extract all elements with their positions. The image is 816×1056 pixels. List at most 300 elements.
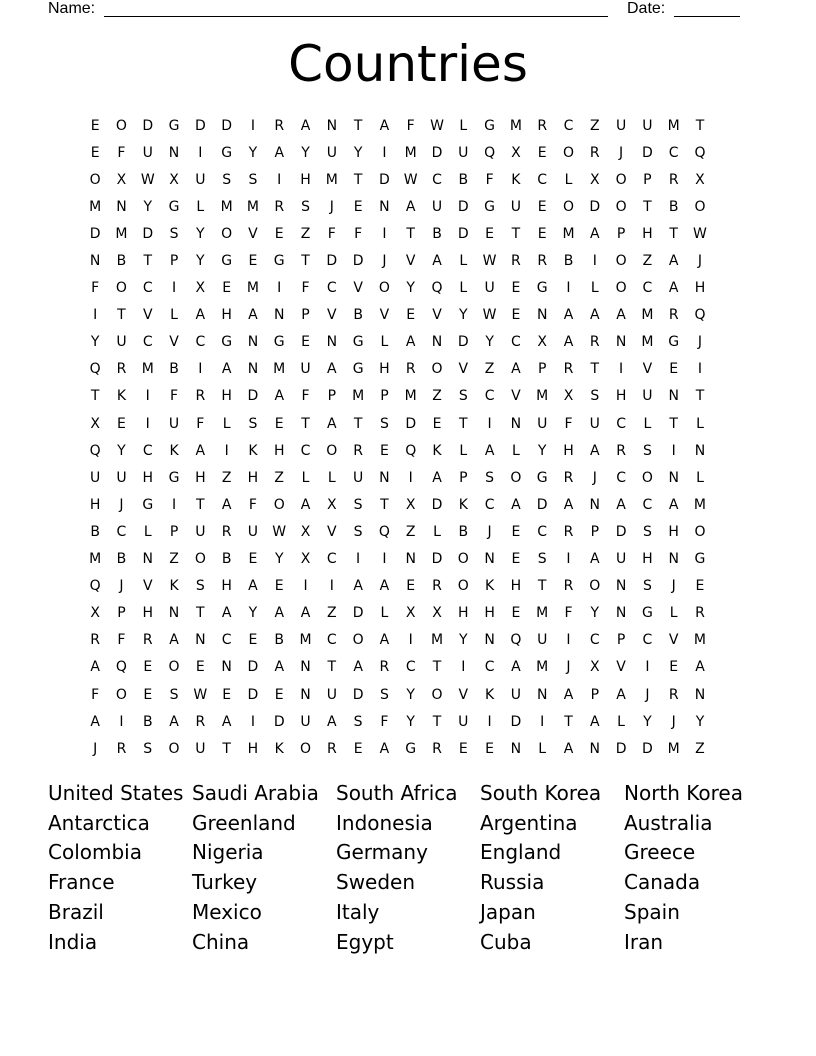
grid-letter: U bbox=[458, 144, 469, 161]
grid-letter: N bbox=[431, 334, 443, 351]
grid-letter: X bbox=[327, 496, 337, 513]
grid-letter: R bbox=[116, 361, 127, 378]
word-list-item: Cuba bbox=[480, 929, 532, 954]
grid-letter: O bbox=[589, 578, 601, 595]
grid-letter: C bbox=[616, 469, 626, 486]
grid-letter: A bbox=[353, 578, 363, 595]
grid-letter: Y bbox=[590, 605, 600, 622]
date-blank-line bbox=[674, 16, 740, 17]
grid-letter: C bbox=[511, 334, 521, 351]
grid-letter: A bbox=[221, 361, 232, 378]
grid-letter: S bbox=[537, 551, 547, 568]
grid-letter: R bbox=[563, 578, 574, 595]
grid-letter: I bbox=[198, 144, 203, 161]
grid-letter: H bbox=[273, 442, 285, 459]
word-list-item: Greece bbox=[624, 840, 696, 865]
grid-letter: E bbox=[143, 659, 153, 676]
grid-letter: I bbox=[487, 713, 492, 730]
word-list-item: Germany bbox=[336, 840, 428, 865]
grid-letter: B bbox=[90, 523, 100, 540]
grid-letter: U bbox=[116, 469, 127, 486]
word-list-item: Australia bbox=[624, 810, 713, 835]
grid-letter: Q bbox=[694, 307, 706, 324]
grid-letter: A bbox=[563, 307, 574, 324]
grid-letter: T bbox=[590, 361, 600, 378]
word-list-item: Canada bbox=[624, 870, 701, 895]
grid-letter: P bbox=[590, 523, 600, 540]
grid-letter: K bbox=[169, 442, 179, 459]
grid-letter: N bbox=[142, 551, 153, 568]
grid-letter: L bbox=[459, 117, 468, 134]
grid-letter: M bbox=[246, 280, 259, 297]
grid-letter: R bbox=[668, 307, 679, 324]
grid-letter: U bbox=[168, 415, 180, 432]
grid-letter: B bbox=[274, 632, 285, 649]
grid-letter: U bbox=[326, 686, 337, 703]
grid-letter: A bbox=[274, 388, 285, 405]
grid-letter: Y bbox=[301, 144, 310, 161]
word-list-item: France bbox=[48, 870, 115, 895]
grid-letter: G bbox=[694, 551, 706, 568]
grid-letter: K bbox=[511, 171, 521, 188]
word-list-item: Saudi Arabia bbox=[192, 780, 319, 805]
grid-letter: H bbox=[563, 442, 574, 459]
grid-letter: T bbox=[564, 713, 573, 730]
grid-letter: M bbox=[641, 334, 654, 351]
grid-letter: T bbox=[643, 198, 652, 215]
word-list-item: Iran bbox=[624, 929, 664, 954]
grid-letter: Y bbox=[485, 334, 494, 351]
grid-letter: R bbox=[195, 713, 206, 730]
grid-letter: D bbox=[431, 496, 443, 513]
grid-letter: E bbox=[511, 307, 521, 324]
grid-letter: D bbox=[536, 496, 548, 513]
grid-letter: E bbox=[458, 740, 468, 757]
grid-letter: F bbox=[91, 686, 100, 703]
grid-letter: R bbox=[405, 361, 416, 378]
word-list-item: Egypt bbox=[336, 929, 394, 954]
grid-letter: A bbox=[511, 361, 521, 378]
grid-letter: D bbox=[641, 144, 653, 161]
word-list-item: Antarctica bbox=[48, 810, 150, 835]
grid-letter: V bbox=[432, 307, 442, 324]
grid-letter: G bbox=[273, 334, 285, 351]
grid-letter: S bbox=[458, 388, 468, 405]
grid-letter: S bbox=[353, 523, 363, 540]
grid-letter: U bbox=[484, 280, 495, 297]
grid-letter: B bbox=[169, 361, 179, 378]
grid-letter: H bbox=[142, 605, 153, 622]
grid-letter: Y bbox=[459, 632, 468, 649]
grid-letter: X bbox=[511, 144, 521, 161]
grid-letter: Y bbox=[117, 442, 126, 459]
grid-letter: D bbox=[326, 253, 338, 270]
grid-letter: N bbox=[536, 686, 548, 703]
grid-letter: T bbox=[117, 307, 126, 324]
grid-letter: O bbox=[221, 225, 233, 242]
grid-letter: A bbox=[300, 117, 311, 134]
grid-letter: U bbox=[642, 388, 653, 405]
grid-letter: O bbox=[615, 171, 627, 188]
grid-letter: L bbox=[433, 523, 441, 540]
grid-letter: R bbox=[616, 442, 626, 459]
grid-letter: L bbox=[511, 442, 520, 459]
grid-letter: D bbox=[352, 253, 364, 270]
grid-letter: T bbox=[353, 171, 363, 188]
grid-letter: U bbox=[537, 632, 548, 649]
grid-letter: M bbox=[299, 632, 312, 649]
grid-letter: U bbox=[300, 361, 311, 378]
grid-letter: A bbox=[327, 361, 337, 378]
grid-letter: I bbox=[145, 388, 150, 405]
grid-letter: A bbox=[195, 307, 206, 324]
grid-letter: E bbox=[90, 117, 100, 134]
grid-letter: E bbox=[274, 578, 284, 595]
grid-letter: E bbox=[511, 280, 521, 297]
grid-letter: R bbox=[432, 578, 442, 595]
grid-letter: E bbox=[406, 578, 416, 595]
grid-letter: J bbox=[671, 578, 676, 595]
grid-letter: F bbox=[117, 632, 126, 649]
grid-letter: D bbox=[89, 225, 101, 242]
grid-letter: L bbox=[301, 469, 310, 486]
grid-letter: V bbox=[142, 578, 153, 595]
grid-letter: F bbox=[564, 605, 573, 622]
grid-letter: O bbox=[273, 496, 285, 513]
grid-letter: I bbox=[566, 280, 571, 297]
grid-letter: L bbox=[696, 415, 704, 432]
grid-letter: H bbox=[642, 551, 653, 568]
grid-letter: U bbox=[458, 713, 469, 730]
grid-letter: O bbox=[562, 144, 574, 161]
grid-letter: I bbox=[224, 442, 229, 459]
grid-letter: R bbox=[142, 632, 153, 649]
grid-letter: R bbox=[668, 686, 679, 703]
grid-letter: P bbox=[380, 388, 389, 405]
grid-letter: T bbox=[196, 496, 205, 513]
grid-letter: B bbox=[116, 253, 127, 270]
grid-letter: J bbox=[382, 253, 387, 270]
grid-letter: D bbox=[352, 686, 364, 703]
grid-letter: Z bbox=[589, 117, 600, 134]
word-list-item: China bbox=[192, 929, 250, 954]
grid-letter: A bbox=[248, 307, 258, 324]
grid-letter: O bbox=[168, 740, 180, 757]
grid-letter: D bbox=[615, 523, 627, 540]
grid-letter: C bbox=[326, 280, 337, 297]
grid-letter: I bbox=[382, 225, 387, 242]
grid-letter: C bbox=[405, 659, 416, 676]
grid-letter: W bbox=[693, 225, 707, 242]
grid-letter: T bbox=[143, 253, 153, 270]
grid-letter: P bbox=[327, 388, 337, 405]
grid-letter: N bbox=[694, 442, 706, 459]
grid-letter: M bbox=[404, 388, 417, 405]
grid-letter: S bbox=[353, 713, 363, 730]
grid-letter: D bbox=[641, 740, 653, 757]
grid-letter: O bbox=[615, 253, 627, 270]
grid-letter: K bbox=[458, 496, 468, 513]
grid-letter: T bbox=[327, 659, 337, 676]
grid-letter: X bbox=[169, 171, 179, 188]
grid-letter: G bbox=[668, 334, 680, 351]
grid-letter: Q bbox=[405, 442, 417, 459]
grid-letter: N bbox=[326, 334, 338, 351]
grid-letter: T bbox=[380, 496, 389, 513]
grid-letter: C bbox=[484, 659, 495, 676]
grid-letter: H bbox=[247, 469, 259, 486]
grid-letter: C bbox=[642, 632, 653, 649]
grid-letter: R bbox=[116, 740, 127, 757]
grid-letter: P bbox=[117, 605, 126, 622]
grid-letter: S bbox=[590, 388, 600, 405]
grid-letter: A bbox=[590, 713, 600, 730]
grid-letter: I bbox=[171, 496, 177, 513]
grid-letter: A bbox=[274, 144, 285, 161]
grid-letter: Z bbox=[695, 740, 705, 757]
grid-letter: Z bbox=[300, 225, 311, 242]
grid-letter: O bbox=[168, 659, 180, 676]
grid-letter: A bbox=[590, 551, 600, 568]
grid-letter: A bbox=[432, 253, 442, 270]
grid-letter: U bbox=[615, 551, 627, 568]
grid-letter: M bbox=[115, 225, 128, 242]
word-list-item: Colombia bbox=[48, 840, 142, 865]
grid-letter: Y bbox=[406, 713, 415, 730]
grid-letter: D bbox=[405, 415, 417, 432]
grid-letter: E bbox=[432, 415, 442, 432]
grid-letter: B bbox=[563, 253, 574, 270]
grid-letter: A bbox=[327, 415, 337, 432]
grid-letter: G bbox=[168, 117, 180, 134]
grid-letter: F bbox=[117, 144, 126, 161]
grid-letter: A bbox=[590, 307, 600, 324]
word-list-item: Russia bbox=[480, 870, 545, 895]
name-label: Name: bbox=[48, 0, 96, 17]
grid-letter: G bbox=[142, 496, 154, 513]
grid-letter: P bbox=[537, 361, 547, 378]
grid-letter: N bbox=[195, 632, 206, 649]
grid-letter: I bbox=[303, 578, 308, 595]
grid-letter: G bbox=[536, 469, 548, 486]
grid-letter: I bbox=[645, 659, 650, 676]
grid-letter: G bbox=[484, 198, 496, 215]
grid-letter: T bbox=[353, 415, 363, 432]
grid-letter: I bbox=[461, 659, 466, 676]
grid-letter: D bbox=[194, 117, 206, 134]
grid-letter: A bbox=[511, 496, 521, 513]
grid-letter: A bbox=[484, 442, 495, 459]
grid-letter: T bbox=[90, 388, 100, 405]
grid-letter: C bbox=[484, 496, 495, 513]
grid-letter: G bbox=[405, 740, 417, 757]
grid-letter: O bbox=[115, 280, 127, 297]
grid-letter: J bbox=[592, 469, 597, 486]
grid-letter: E bbox=[695, 578, 705, 595]
grid-letter: F bbox=[301, 388, 310, 405]
grid-letter: V bbox=[458, 686, 469, 703]
grid-letter: N bbox=[247, 361, 259, 378]
grid-letter: V bbox=[327, 307, 337, 324]
grid-letter: Z bbox=[274, 469, 285, 486]
grid-letter: T bbox=[459, 415, 468, 432]
grid-letter: A bbox=[221, 713, 232, 730]
grid-letter: Q bbox=[510, 632, 522, 649]
grid-letter: L bbox=[222, 415, 231, 432]
grid-letter: C bbox=[616, 415, 626, 432]
grid-letter: F bbox=[564, 415, 573, 432]
grid-letter: X bbox=[90, 605, 100, 622]
grid-letter: E bbox=[222, 280, 232, 297]
grid-letter: U bbox=[247, 523, 259, 540]
grid-letter: E bbox=[222, 686, 232, 703]
grid-letter: L bbox=[143, 523, 152, 540]
grid-letter: D bbox=[510, 713, 522, 730]
grid-letter: Z bbox=[405, 523, 416, 540]
grid-letter: S bbox=[222, 171, 232, 188]
grid-letter: Y bbox=[143, 198, 153, 215]
grid-letter: A bbox=[563, 686, 574, 703]
grid-letter: C bbox=[537, 523, 548, 540]
word-list-item: South Korea bbox=[480, 780, 602, 805]
grid-letter: K bbox=[485, 686, 495, 703]
grid-letter: N bbox=[668, 388, 679, 405]
word-list-item: Indonesia bbox=[336, 810, 433, 835]
grid-letter: V bbox=[405, 253, 416, 270]
grid-letter: I bbox=[540, 713, 545, 730]
grid-letter: G bbox=[352, 361, 364, 378]
grid-letter: K bbox=[485, 578, 495, 595]
grid-letter: R bbox=[563, 469, 574, 486]
grid-letter: J bbox=[93, 740, 98, 757]
grid-letter: R bbox=[379, 659, 390, 676]
grid-letter: X bbox=[695, 171, 705, 188]
grid-letter: H bbox=[615, 388, 627, 405]
grid-letter: S bbox=[248, 415, 258, 432]
grid-letter: E bbox=[143, 686, 153, 703]
grid-letter: T bbox=[222, 740, 231, 757]
grid-letter: D bbox=[247, 686, 259, 703]
grid-letter: P bbox=[643, 171, 652, 188]
grid-letter: K bbox=[274, 740, 284, 757]
grid-letter: I bbox=[566, 632, 571, 649]
grid-letter: R bbox=[589, 334, 600, 351]
grid-letter: A bbox=[274, 605, 285, 622]
grid-letter: X bbox=[537, 334, 547, 351]
grid-letter: L bbox=[538, 740, 547, 757]
grid-letter: T bbox=[406, 225, 415, 242]
grid-letter: Q bbox=[89, 442, 101, 459]
grid-letter: N bbox=[589, 740, 601, 757]
grid-letter: N bbox=[668, 469, 679, 486]
grid-letter: H bbox=[694, 280, 706, 297]
word-list-item: Turkey bbox=[192, 870, 258, 895]
grid-letter: F bbox=[485, 171, 494, 188]
grid-letter: X bbox=[563, 388, 574, 405]
grid-letter: B bbox=[221, 551, 232, 568]
grid-letter: C bbox=[484, 388, 495, 405]
grid-letter: B bbox=[432, 225, 442, 242]
grid-letter: A bbox=[616, 307, 626, 324]
grid-letter: A bbox=[668, 253, 679, 270]
grid-letter: E bbox=[195, 659, 205, 676]
grid-letter: P bbox=[616, 225, 626, 242]
grid-letter: N bbox=[484, 551, 495, 568]
grid-letter: U bbox=[90, 469, 101, 486]
grid-letter: T bbox=[669, 225, 678, 242]
grid-letter: Q bbox=[89, 578, 101, 595]
grid-letter: G bbox=[168, 198, 180, 215]
grid-letter: D bbox=[431, 551, 443, 568]
grid-letter: U bbox=[195, 171, 206, 188]
grid-letter: I bbox=[487, 415, 492, 432]
date-label: Date: bbox=[627, 0, 666, 17]
grid-letter: A bbox=[616, 496, 626, 513]
grid-letter: B bbox=[458, 523, 469, 540]
grid-letter: F bbox=[327, 225, 336, 242]
grid-letter: A bbox=[590, 225, 600, 242]
grid-letter: N bbox=[405, 551, 416, 568]
grid-letter: A bbox=[379, 740, 390, 757]
grid-letter: G bbox=[352, 334, 364, 351]
grid-letter: E bbox=[406, 307, 416, 324]
grid-letter: O bbox=[194, 551, 206, 568]
grid-letter: J bbox=[119, 496, 124, 513]
grid-letter: J bbox=[119, 578, 124, 595]
grid-letter: S bbox=[169, 686, 179, 703]
grid-letter: Y bbox=[196, 225, 205, 242]
grid-letter: G bbox=[168, 469, 180, 486]
grid-letter: D bbox=[431, 144, 443, 161]
grid-letter: I bbox=[356, 551, 361, 568]
grid-letter: G bbox=[221, 253, 233, 270]
grid-letter: D bbox=[247, 659, 259, 676]
grid-letter: I bbox=[382, 551, 387, 568]
grid-letter: C bbox=[642, 280, 653, 297]
grid-letter: D bbox=[457, 225, 469, 242]
grid-letter: Y bbox=[90, 334, 100, 351]
page-title: Countries bbox=[288, 35, 528, 93]
grid-letter: N bbox=[615, 334, 627, 351]
grid-letter: K bbox=[116, 388, 127, 405]
grid-letter: R bbox=[326, 740, 337, 757]
grid-letter: S bbox=[353, 496, 363, 513]
grid-letter: W bbox=[193, 686, 208, 703]
grid-letter: N bbox=[536, 307, 548, 324]
grid-letter: C bbox=[642, 496, 653, 513]
grid-letter: M bbox=[246, 198, 259, 215]
grid-letter: G bbox=[273, 253, 285, 270]
grid-letter: M bbox=[430, 632, 444, 649]
grid-letter: M bbox=[562, 225, 575, 242]
grid-letter: E bbox=[117, 415, 126, 432]
grid-letter: D bbox=[589, 198, 601, 215]
grid-letter: J bbox=[645, 686, 650, 703]
grid-letter: I bbox=[408, 632, 413, 649]
grid-letter: A bbox=[405, 198, 416, 215]
grid-letter: V bbox=[642, 361, 653, 378]
grid-letter: G bbox=[221, 144, 233, 161]
grid-letter: A bbox=[405, 334, 416, 351]
grid-letter: D bbox=[615, 740, 627, 757]
grid-letter: V bbox=[248, 225, 258, 242]
grid-letter: O bbox=[510, 469, 522, 486]
grid-letter: S bbox=[642, 442, 652, 459]
grid-letter: O bbox=[326, 442, 338, 459]
grid-letter: L bbox=[643, 415, 652, 432]
grid-letter: A bbox=[590, 442, 600, 459]
grid-letter: A bbox=[90, 713, 100, 730]
